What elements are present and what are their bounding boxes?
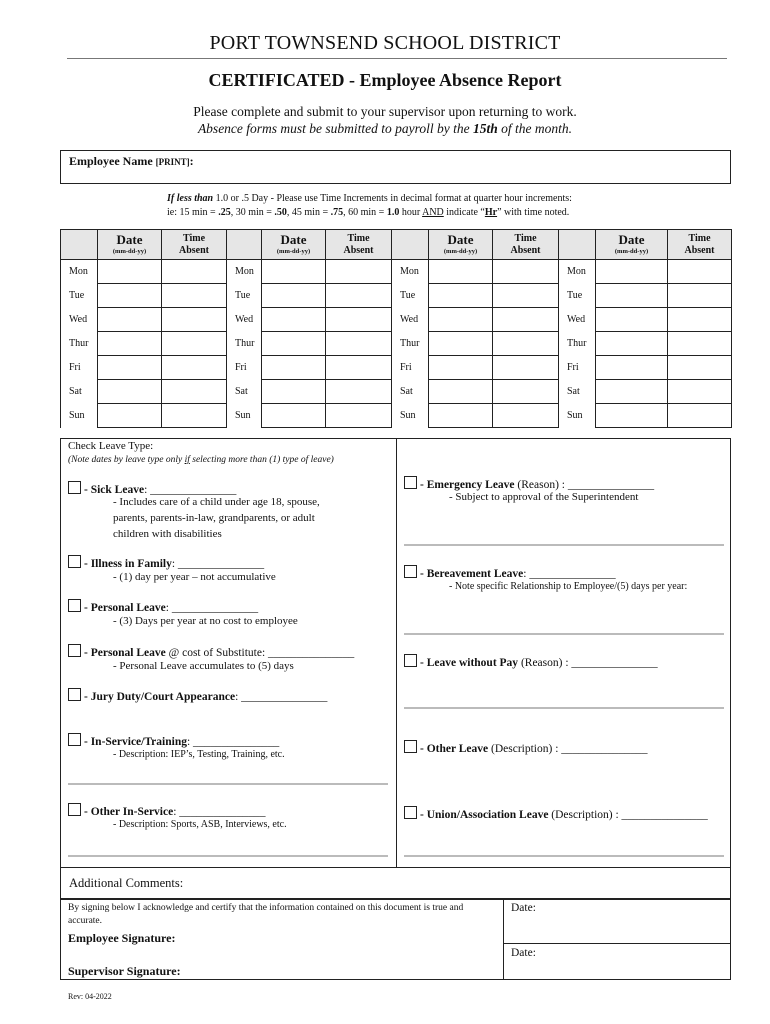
employee-signature-field[interactable]: Employee Signature: [68, 931, 176, 945]
date-entry-cell[interactable] [262, 260, 326, 284]
time-header-label: Time Absent [510, 233, 541, 256]
date-header-label: Date [280, 232, 307, 247]
other-leave-checkbox[interactable] [404, 740, 417, 753]
additional-comments-field[interactable] [60, 868, 731, 899]
time-header-label: Time Absent [684, 233, 715, 256]
union-line [404, 855, 724, 857]
time-absent-entry-cell[interactable] [668, 260, 732, 284]
form-title: CERTIFICATED - Employee Absence Report [208, 70, 562, 90]
inservice-description: - Description: IEP’s, Testing, Training, etc. [113, 749, 285, 760]
date-header-label: Date [447, 232, 474, 247]
header-blank-cell [61, 230, 98, 260]
personal-leave-sub-checkbox[interactable] [68, 644, 81, 657]
day-label: Thur [559, 332, 596, 356]
day-label: Sat [392, 380, 429, 404]
date-entry-cell[interactable] [429, 380, 493, 404]
day-label: Tue [61, 284, 98, 308]
date-entry-cell[interactable] [596, 332, 668, 356]
time-absent-entry-cell[interactable] [493, 284, 559, 308]
union-leave-checkbox[interactable] [404, 806, 417, 819]
header-blank-cell [392, 230, 429, 260]
date-entry-cell[interactable] [98, 404, 162, 428]
date-format-label: (mm-dd-yy) [276, 248, 311, 255]
date-entry-cell[interactable] [262, 356, 326, 380]
date-header [429, 230, 493, 260]
additional-comments-label: Additional Comments: [69, 876, 184, 890]
time-absent-entry-cell[interactable] [326, 404, 392, 428]
time-absent-header [493, 230, 559, 260]
time-absent-entry-cell[interactable] [668, 308, 732, 332]
week-table-header [61, 230, 732, 260]
date-format-label: (mm-dd-yy) [112, 248, 147, 255]
other-leave-option[interactable]: - Other Leave (Description) : _______________ [404, 740, 648, 755]
illness-family-option[interactable]: - Illness in Family: _______________ [68, 555, 264, 570]
date-entry-cell[interactable] [98, 332, 162, 356]
day-label: Sun [227, 404, 262, 428]
day-label: Mon [227, 260, 262, 284]
employee-name-field[interactable] [60, 150, 731, 184]
time-absent-entry-cell[interactable] [493, 260, 559, 284]
employee-date-field[interactable]: Date: [511, 902, 536, 914]
table-row [61, 308, 732, 332]
bereavement-leave-checkbox[interactable] [404, 565, 417, 578]
jury-duty-option[interactable]: - Jury Duty/Court Appearance: _______________ [68, 688, 327, 703]
date-header [262, 230, 326, 260]
date-entry-cell[interactable] [98, 260, 162, 284]
day-label: Tue [559, 284, 596, 308]
day-label: Sat [559, 380, 596, 404]
date-entry-cell[interactable] [262, 332, 326, 356]
time-absent-entry-cell[interactable] [326, 380, 392, 404]
date-entry-cell[interactable] [596, 260, 668, 284]
inservice-line [68, 783, 388, 785]
date-entry-cell[interactable] [596, 284, 668, 308]
header-blank-cell [227, 230, 262, 260]
day-label: Fri [227, 356, 262, 380]
day-label: Sun [559, 404, 596, 428]
instruction-line-1: Please complete and submit to your supervisor upon returning to work. [193, 104, 577, 119]
day-label: Sun [392, 404, 429, 428]
date-entry-cell[interactable] [262, 380, 326, 404]
time-absent-entry-cell[interactable] [162, 308, 227, 332]
time-absent-entry-cell[interactable] [326, 332, 392, 356]
certify-statement: By signing below I acknowledge and certify that the information contained on this document is true and accurate. [68, 903, 464, 926]
time-header-label: Time Absent [343, 233, 374, 256]
table-row [61, 356, 732, 380]
time-absent-entry-cell[interactable] [162, 356, 227, 380]
date-entry-cell[interactable] [429, 284, 493, 308]
time-absent-entry-cell[interactable] [493, 308, 559, 332]
district-name: PORT TOWNSEND SCHOOL DISTRICT [209, 32, 561, 54]
date-entry-cell[interactable] [98, 356, 162, 380]
illness-family-description: - (1) day per year – not accumulative [113, 571, 276, 583]
date-header [596, 230, 668, 260]
date-entry-cell[interactable] [98, 284, 162, 308]
increment-instruction-1: If less than 1.0 or .5 Day - Please use Time Increments in decimal format at quarter hour increments: [167, 193, 572, 204]
day-label: Mon [559, 260, 596, 284]
date-entry-cell[interactable] [429, 260, 493, 284]
header-rule [67, 58, 727, 59]
day-label: Fri [559, 356, 596, 380]
table-row [61, 332, 732, 356]
emergency-line [404, 544, 724, 546]
signature-divider [503, 899, 504, 980]
date-header-label: Date [618, 232, 645, 247]
time-absent-entry-cell[interactable] [326, 308, 392, 332]
day-label: Sat [61, 380, 98, 404]
time-absent-entry-cell[interactable] [326, 260, 392, 284]
time-absent-header [326, 230, 392, 260]
day-label: Sun [61, 404, 98, 428]
time-absent-entry-cell[interactable] [668, 380, 732, 404]
date-entry-cell[interactable] [98, 308, 162, 332]
header-blank-cell [559, 230, 596, 260]
day-label: Tue [227, 284, 262, 308]
inservice-checkbox[interactable] [68, 733, 81, 746]
other-inservice-checkbox[interactable] [68, 803, 81, 816]
other-inservice-line [68, 855, 388, 857]
day-label: Sat [227, 380, 262, 404]
date-entry-cell[interactable] [596, 404, 668, 428]
time-absent-entry-cell[interactable] [668, 404, 732, 428]
date-entry-cell[interactable] [596, 356, 668, 380]
time-absent-entry-cell[interactable] [493, 380, 559, 404]
date-header-label: Date [116, 232, 143, 247]
day-label: Wed [227, 308, 262, 332]
date-divider [503, 943, 731, 944]
date-header [98, 230, 162, 260]
emergency-leave-option[interactable]: - Emergency Leave (Reason) : _______________ [404, 476, 654, 491]
personal-leave-option[interactable]: - Personal Leave: _______________ [68, 599, 258, 614]
union-leave-option[interactable]: - Union/Association Leave (Description) : _______________ [404, 806, 708, 821]
employee-name-label: Employee Name [PRINT]: [69, 154, 194, 168]
time-absent-entry-cell[interactable] [162, 284, 227, 308]
day-label: Mon [61, 260, 98, 284]
day-label: Wed [559, 308, 596, 332]
date-entry-cell[interactable] [98, 380, 162, 404]
day-label: Thur [227, 332, 262, 356]
emergency-leave-checkbox[interactable] [404, 476, 417, 489]
day-label: Wed [61, 308, 98, 332]
personal-leave-description: - (3) Days per year at no cost to employee [113, 615, 298, 627]
table-row [61, 380, 732, 404]
time-absent-entry-cell[interactable] [493, 332, 559, 356]
time-absent-entry-cell[interactable] [162, 380, 227, 404]
personal-leave-sub-option[interactable]: - Personal Leave @ cost of Substitute: _______________ [68, 644, 354, 659]
personal-leave-sub-description: - Personal Leave accumulates to (5) days [113, 660, 294, 672]
day-label: Fri [392, 356, 429, 380]
leave-divider [396, 438, 397, 868]
day-label: Wed [392, 308, 429, 332]
date-entry-cell[interactable] [596, 308, 668, 332]
time-absent-header [162, 230, 227, 260]
date-entry-cell[interactable] [429, 404, 493, 428]
increment-instruction-2: ie: 15 min = .25, 30 min = .50, 45 min = .75, 60 min = 1.0 hour AND indicate “Hr” with time noted. [167, 207, 570, 218]
date-entry-cell[interactable] [429, 308, 493, 332]
other-inservice-description: - Description: Sports, ASB, Interviews, etc. [113, 819, 287, 830]
sick-leave-checkbox[interactable] [68, 481, 81, 494]
emergency-leave-description: - Subject to approval of the Superintendent [449, 491, 639, 503]
revision-label: Rev: 04-2022 [68, 992, 112, 1001]
date-entry-cell[interactable] [429, 332, 493, 356]
bereavement-leave-description: - Note specific Relationship to Employee/(5) days per year: [449, 581, 688, 592]
table-row [61, 260, 732, 284]
time-absent-entry-cell[interactable] [162, 404, 227, 428]
absence-week-table [60, 229, 732, 428]
bereavement-leave-option[interactable]: - Bereavement Leave: _______________ [404, 565, 616, 580]
time-absent-entry-cell[interactable] [493, 404, 559, 428]
personal-leave-checkbox[interactable] [68, 599, 81, 612]
time-absent-entry-cell[interactable] [162, 332, 227, 356]
date-entry-cell[interactable] [596, 380, 668, 404]
leave-without-pay-checkbox[interactable] [404, 654, 417, 667]
time-absent-entry-cell[interactable] [493, 356, 559, 380]
date-format-label: (mm-dd-yy) [614, 248, 649, 255]
time-absent-header [668, 230, 732, 260]
date-entry-cell[interactable] [262, 308, 326, 332]
sick-leave-option[interactable]: - Sick Leave: _______________ [68, 481, 236, 496]
time-absent-entry-cell[interactable] [668, 284, 732, 308]
other-inservice-option[interactable]: - Other In-Service: _______________ [68, 803, 266, 818]
sick-leave-description: - Includes care of a child under age 18, spouse, parents, parents-in-law, grandparents, or adult children with disabilities [113, 496, 320, 540]
inservice-option[interactable]: - In-Service/Training: _______________ [68, 733, 279, 748]
day-label: Fri [61, 356, 98, 380]
instruction-line-2: Absence forms must be submitted to payroll by the 15th of the month. [197, 121, 573, 136]
date-entry-cell[interactable] [262, 284, 326, 308]
time-header-label: Time Absent [178, 233, 209, 256]
time-absent-entry-cell[interactable] [668, 356, 732, 380]
table-row [61, 284, 732, 308]
day-label: Thur [61, 332, 98, 356]
time-absent-entry-cell[interactable] [326, 284, 392, 308]
day-label: Tue [392, 284, 429, 308]
day-label: Thur [392, 332, 429, 356]
leave-note: (Note dates by leave type only if selecting more than (1) type of leave) [68, 455, 334, 465]
without-pay-line [404, 707, 724, 709]
date-format-label: (mm-dd-yy) [443, 248, 478, 255]
supervisor-signature-field[interactable]: Supervisor Signature: [68, 964, 181, 978]
leave-heading: Check Leave Type: [68, 440, 154, 452]
supervisor-date-field[interactable]: Date: [511, 947, 536, 959]
leave-without-pay-option[interactable]: - Leave without Pay (Reason) : _______________ [404, 654, 658, 669]
date-entry-cell[interactable] [429, 356, 493, 380]
illness-family-checkbox[interactable] [68, 555, 81, 568]
time-absent-entry-cell[interactable] [162, 260, 227, 284]
time-absent-entry-cell[interactable] [668, 332, 732, 356]
date-entry-cell[interactable] [262, 404, 326, 428]
table-row [61, 404, 732, 428]
jury-duty-checkbox[interactable] [68, 688, 81, 701]
time-absent-entry-cell[interactable] [326, 356, 392, 380]
bereavement-line [404, 633, 724, 635]
day-label: Mon [392, 260, 429, 284]
